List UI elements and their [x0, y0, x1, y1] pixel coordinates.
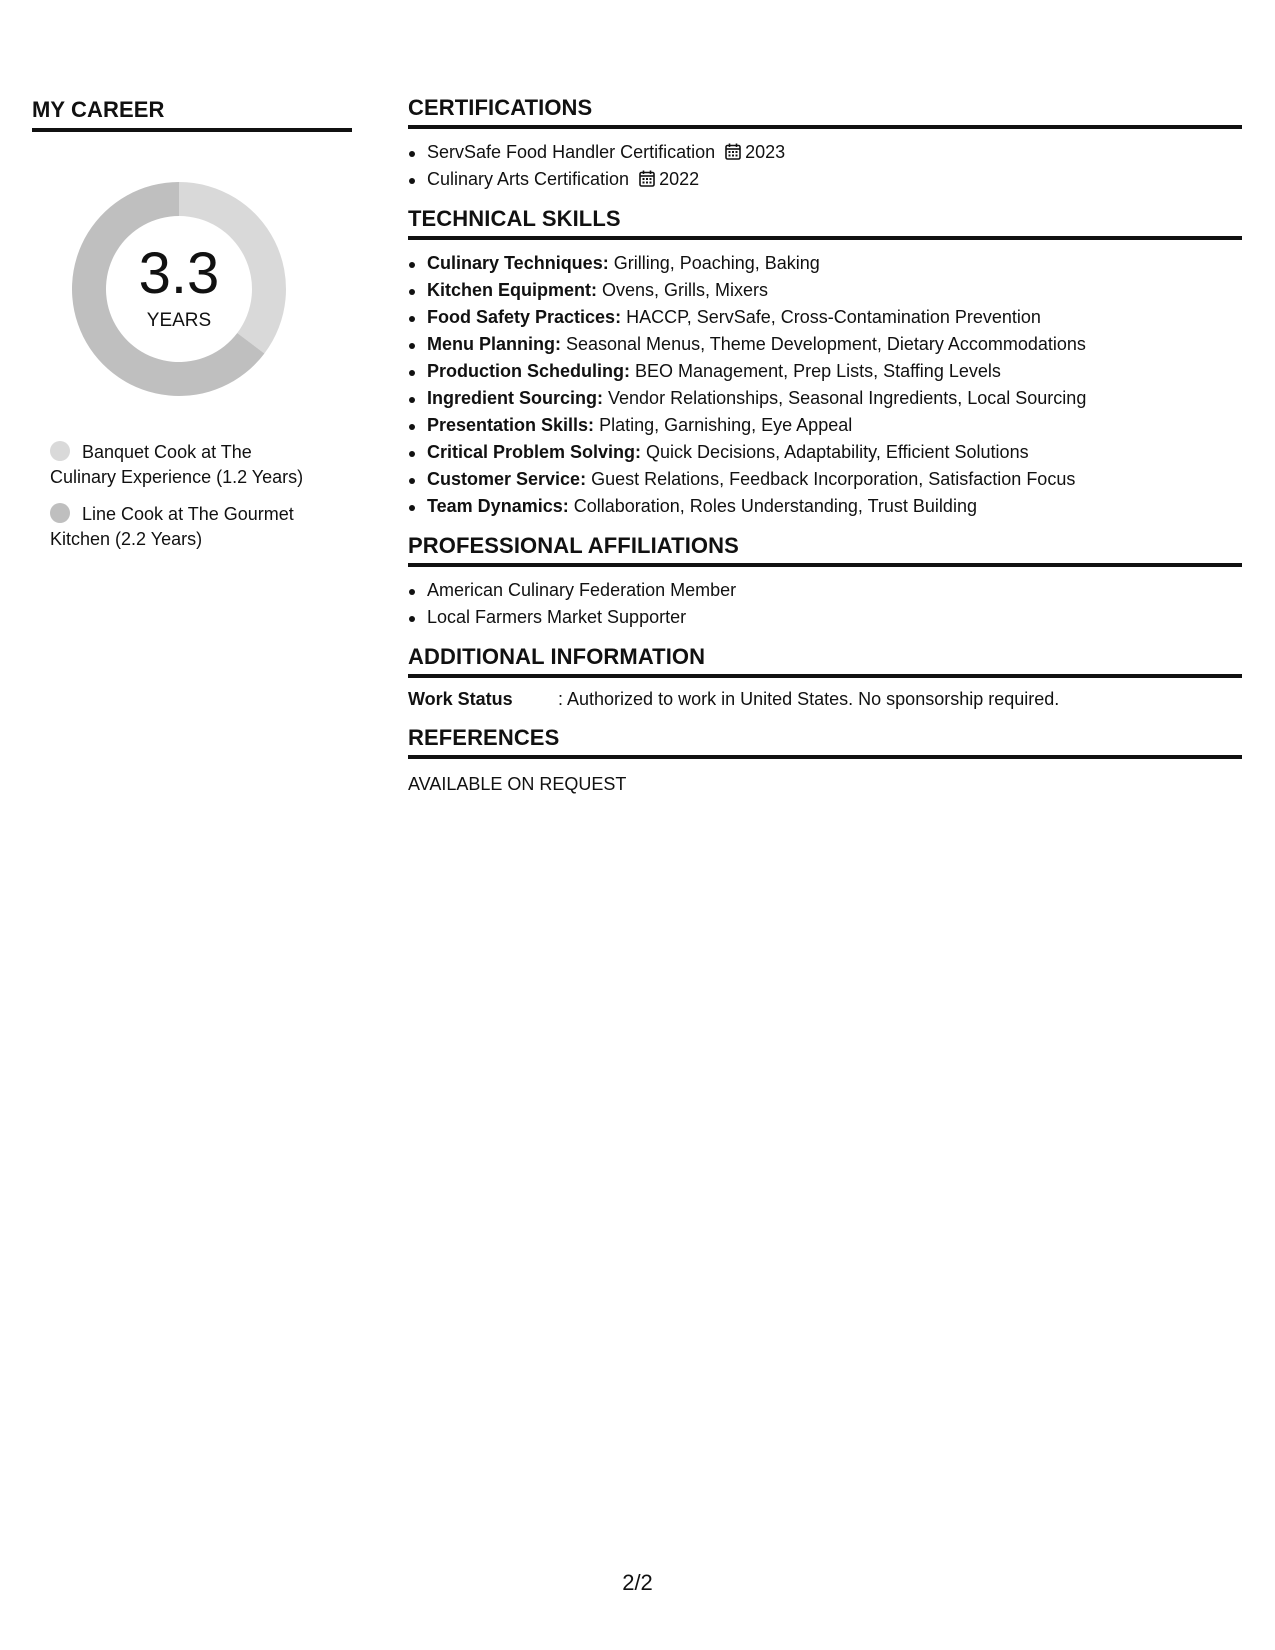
technical-skills-list	[408, 250, 1242, 520]
skill-name: Critical Problem Solving:	[427, 442, 642, 462]
certification-name: Culinary Arts Certification	[427, 169, 630, 189]
certification-year: 2023	[745, 142, 786, 162]
skill-detail: Seasonal Menus, Theme Development, Dietary Accommodations	[561, 334, 1086, 354]
skill-item	[408, 412, 1242, 439]
skill-detail: Grilling, Poaching, Baking	[608, 253, 820, 273]
skill-name: Culinary Techniques:	[427, 253, 609, 273]
career-legend	[50, 440, 320, 552]
donut-center	[66, 176, 292, 402]
certification-item	[408, 139, 1242, 166]
career-heading: MY CAREER	[32, 96, 352, 132]
skill-item	[408, 358, 1242, 385]
skill-detail: HACCP, ServSafe, Cross-Contamination Prevention	[621, 307, 1041, 327]
legend-dot-icon	[50, 503, 70, 523]
skill-item	[408, 385, 1242, 412]
references-heading: REFERENCES	[408, 724, 1242, 759]
skill-item	[408, 250, 1242, 277]
affiliations-list	[408, 577, 1242, 631]
career-column	[32, 96, 352, 564]
technical-skills-heading: TECHNICAL SKILLS	[408, 205, 1242, 240]
calendar-icon	[725, 143, 741, 160]
skill-detail: Quick Decisions, Adaptability, Efficient Solutions	[641, 442, 1029, 462]
skill-name: Food Safety Practices:	[427, 307, 622, 327]
references-section	[408, 724, 1242, 797]
skill-item	[408, 277, 1242, 304]
calendar-icon	[639, 170, 655, 187]
affiliations-heading: PROFESSIONAL AFFILIATIONS	[408, 532, 1242, 567]
additional-info-section	[408, 643, 1242, 712]
certification-name: ServSafe Food Handler Certification	[427, 142, 716, 162]
skill-detail: Plating, Garnishing, Eye Appeal	[594, 415, 853, 435]
skill-item	[408, 466, 1242, 493]
skill-name: Team Dynamics:	[427, 496, 569, 516]
additional-info-heading: ADDITIONAL INFORMATION	[408, 643, 1242, 678]
skill-name: Ingredient Sourcing:	[427, 388, 604, 408]
total-years-unit: YEARS	[146, 310, 212, 331]
legend-dot-icon	[50, 441, 70, 461]
skill-name: Customer Service:	[427, 469, 587, 489]
skill-item	[408, 493, 1242, 520]
page-number: 2/2	[622, 1570, 653, 1595]
skill-name: Kitchen Equipment:	[427, 280, 597, 300]
skill-detail: Guest Relations, Feedback Incorporation, Satisfaction Focus	[586, 469, 1076, 489]
certification-date	[725, 142, 785, 162]
skill-detail: Vendor Relationships, Seasonal Ingredients, Local Sourcing	[603, 388, 1087, 408]
certifications-heading: CERTIFICATIONS	[408, 94, 1242, 129]
career-donut-chart	[66, 176, 292, 402]
skill-item	[408, 331, 1242, 358]
references-text: AVAILABLE ON REQUEST	[408, 774, 627, 794]
affiliations-section	[408, 532, 1242, 631]
skill-name: Presentation Skills:	[427, 415, 595, 435]
certification-date	[639, 169, 699, 189]
affiliation-item: American Culinary Federation Member	[408, 577, 1242, 604]
skill-name: Menu Planning:	[427, 334, 561, 354]
legend-item	[50, 502, 320, 552]
certifications-list	[408, 139, 1242, 193]
total-years-value: 3.3	[138, 241, 220, 306]
legend-label: Banquet Cook at The Culinary Experience (1.2 Years)	[50, 442, 304, 487]
work-status-value: : Authorized to work in United States. No sponsorship required.	[558, 689, 1060, 709]
affiliation-item: Local Farmers Market Supporter	[408, 604, 1242, 631]
legend-item	[50, 440, 320, 490]
skill-item	[408, 304, 1242, 331]
work-status-label: Work Status	[408, 689, 513, 709]
skill-item	[408, 439, 1242, 466]
skill-detail: BEO Management, Prep Lists, Staffing Levels	[630, 361, 1001, 381]
skill-detail: Ovens, Grills, Mixers	[597, 280, 769, 300]
legend-label: Line Cook at The Gourmet Kitchen (2.2 Years)	[50, 504, 294, 549]
technical-skills-section	[408, 205, 1242, 520]
skill-detail: Collaboration, Roles Understanding, Trust Building	[568, 496, 977, 516]
certifications-section	[408, 94, 1242, 193]
certification-year: 2022	[659, 169, 700, 189]
certification-item	[408, 166, 1242, 193]
main-column	[408, 94, 1242, 809]
skill-name: Production Scheduling:	[427, 361, 630, 381]
work-status-row	[408, 686, 1242, 712]
